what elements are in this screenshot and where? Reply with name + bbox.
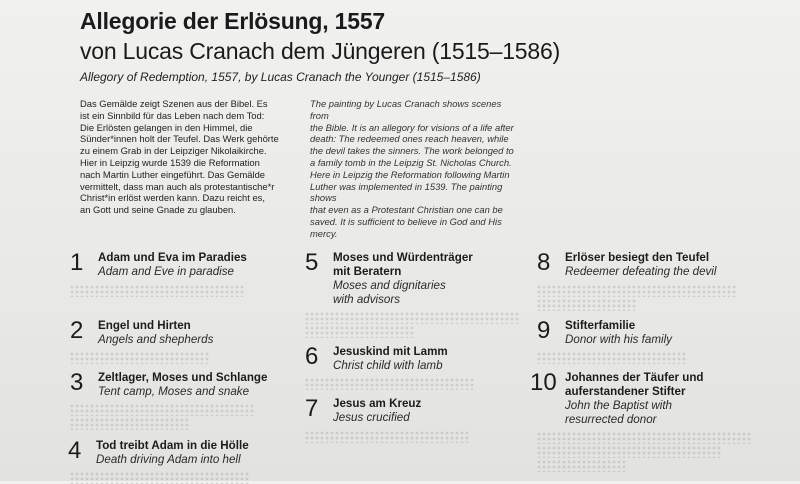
- braille-strip: [70, 352, 210, 364]
- braille-strip: [70, 285, 245, 297]
- entry-number: 8: [537, 249, 551, 276]
- intro-line: the Bible. It is an allegory for visions of a life after: [310, 121, 514, 133]
- intro-line: that even as a Protestant Christian one can be: [310, 204, 503, 216]
- entry-number: 9: [537, 317, 551, 344]
- entry-number: 1: [70, 249, 84, 276]
- intro-line: Luther was implemented in 1539. The painting shows: [310, 180, 503, 204]
- entry-title-german: Adam und Eva im Paradies: [98, 251, 247, 264]
- braille-strip: [537, 299, 637, 311]
- entry-number: 2: [70, 317, 84, 344]
- entry-title-english: Angels and shepherds: [98, 333, 214, 346]
- intro-line: death: The redeemed ones reach heaven, while: [310, 133, 509, 145]
- entry-title-english: Tent camp, Moses and snake: [98, 385, 250, 398]
- entry-title-german: Jesus am Kreuz: [333, 397, 422, 410]
- entry-title-german: Stifterfamilie: [565, 319, 636, 332]
- entry-title-english: Donor with his family: [565, 333, 672, 346]
- artwork-title: Allegorie der Erlösung, 1557: [80, 8, 386, 34]
- entry-title-german: Moses und Würdenträger: [333, 251, 473, 264]
- entry-number: 3: [70, 369, 84, 396]
- intro-text-german: [80, 98, 285, 216]
- intro-line: ist ein Sinnbild für das Leben nach dem Tod:: [80, 109, 265, 121]
- artwork-title-english: Allegory of Redemption, 1557, by Lucas Cranach the Younger (1515–1586): [80, 70, 481, 84]
- braille-strip: [537, 432, 752, 444]
- entry-number: 4: [68, 437, 82, 464]
- entry-title-english: Death driving Adam into hell: [96, 453, 241, 466]
- entry-title-english: with advisors: [333, 293, 401, 306]
- entry-title-german: Johannes der Täufer und: [565, 371, 704, 384]
- intro-line: Das Gemälde zeigt Szenen aus der Bibel. Es: [80, 98, 268, 109]
- entry-title-german: Engel und Hirten: [98, 319, 191, 332]
- entry-title-english: John the Baptist with: [565, 399, 672, 412]
- braille-strip: [537, 460, 627, 472]
- entry-title-english: Jesus crucified: [333, 411, 410, 424]
- entry-title-english: Christ child with lamb: [333, 359, 443, 372]
- entry-number: 6: [305, 343, 319, 370]
- braille-strip: [70, 404, 255, 416]
- braille-strip: [537, 285, 737, 297]
- intro-line: zu einem Grab in der Leipziger Nikolaikirche.: [80, 145, 267, 157]
- intro-line: Sünder*innen holt der Teufel. Das Werk gehörte: [80, 133, 279, 145]
- intro-line: Hier in Leipzig wurde 1539 die Reformation: [80, 156, 260, 168]
- entry-number: 10: [530, 369, 557, 396]
- braille-strip: [305, 378, 475, 390]
- artist-subtitle: von Lucas Cranach dem Jüngeren (1515–1586): [80, 38, 561, 64]
- braille-strip: [305, 326, 415, 338]
- braille-strip: [537, 352, 687, 364]
- entry-title-english: Moses and dignitaries: [333, 279, 446, 292]
- intro-line: Die Erlösten gelangen in den Himmel, die: [80, 121, 253, 133]
- entry-title-german: Zeltlager, Moses und Schlange: [98, 371, 268, 384]
- intro-line: vermittelt, dass man auch als protestantische*r: [80, 180, 275, 192]
- braille-strip: [305, 431, 470, 443]
- intro-text-english: [310, 98, 515, 240]
- entry-title-english: resurrected donor: [565, 413, 657, 426]
- entry-title-german: Jesuskind mit Lamm: [333, 345, 448, 358]
- entry-title-english: Adam and Eve in paradise: [98, 265, 234, 278]
- entry-title-german: mit Beratern: [333, 265, 402, 278]
- intro-line: a family tomb in the Leipzig St. Nicholas Church.: [310, 156, 512, 168]
- intro-line: saved. It is sufficient to believe in God and His mercy.: [310, 215, 502, 239]
- intro-line: The painting by Lucas Cranach shows scenes from: [310, 98, 502, 121]
- intro-line: Christ*in erlöst werden kann. Dazu reicht es,: [80, 192, 265, 204]
- entry-number: 5: [305, 249, 319, 276]
- entry-title-english: Redeemer defeating the devil: [565, 265, 717, 278]
- intro-line: an Gott und seine Gnade zu glauben.: [80, 204, 236, 216]
- braille-strip: [70, 472, 250, 484]
- entry-title-german: Tod treibt Adam in die Hölle: [96, 439, 249, 452]
- intro-line: the devil takes the sinners. The work belonged to: [310, 145, 514, 157]
- intro-line: nach Martin Luther eingeführt. Das Gemälde: [80, 168, 265, 180]
- entry-title-german: auferstandener Stifter: [565, 385, 686, 398]
- braille-strip: [305, 312, 520, 324]
- braille-strip: [70, 418, 190, 430]
- entry-number: 7: [305, 395, 319, 422]
- intro-line: Here in Leipzig the Reformation following Martin: [310, 168, 510, 180]
- entry-title-german: Erlöser besiegt den Teufel: [565, 251, 710, 264]
- braille-strip: [537, 446, 722, 458]
